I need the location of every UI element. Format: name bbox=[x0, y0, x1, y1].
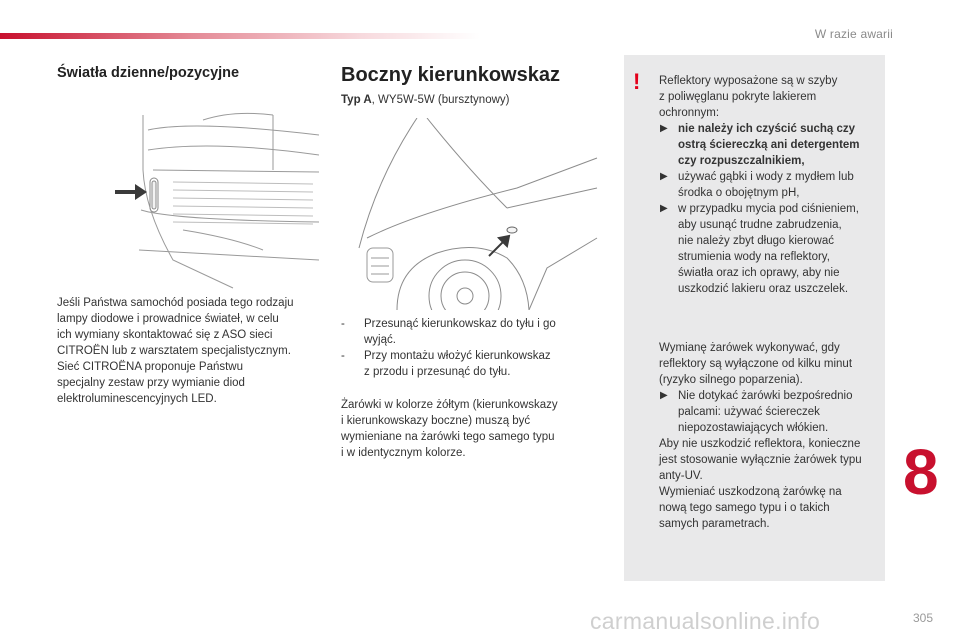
sidebar-line: samych parametrach. bbox=[659, 518, 770, 530]
sidebar-line: nie należy ich czyścić suchą czy bbox=[678, 123, 856, 135]
header-accent-bar bbox=[0, 33, 480, 39]
sidebar-line: aby usunąć trudne zabrudzenia, bbox=[678, 219, 842, 231]
sidebar-line: nie należy zbyt długo kierować bbox=[678, 235, 834, 247]
sidebar-line: ochronnym: bbox=[659, 107, 720, 119]
daytime-light-illustration bbox=[113, 110, 319, 290]
sidebar-line: reflektory są wyłączone od kilku minut bbox=[659, 358, 853, 370]
sidebar-bullet bbox=[659, 121, 881, 169]
step-dash: - bbox=[341, 350, 345, 362]
step-line: Przy montażu włożyć kierunkowskaz bbox=[364, 350, 551, 362]
sidebar-line: anty-UV. bbox=[659, 470, 703, 482]
step-item bbox=[341, 316, 591, 348]
section-header: W razie awarii bbox=[814, 27, 893, 41]
watermark: carmanualsonline.info bbox=[590, 608, 821, 634]
sidebar-line: (ryzyko silnego poparzenia). bbox=[659, 374, 803, 386]
sidebar-line: Wymianę żarówek wykonywać, gdy bbox=[659, 342, 840, 354]
paragraph-line: lampy diodowe i prowadnice świateł, w celu bbox=[57, 313, 279, 325]
sidebar-bullet bbox=[659, 169, 881, 201]
note-line: i w identycznym kolorze. bbox=[341, 447, 466, 459]
bulb-colour-note bbox=[341, 397, 601, 461]
chapter-number: 8 bbox=[903, 436, 939, 508]
note-line: wymieniane na żarówki tego samego typu bbox=[341, 431, 555, 443]
sidebar-line: uszkodzić lakieru oraz uszczelek. bbox=[678, 283, 849, 295]
bulb-type-value: , WY5W-5W (bursztynowy) bbox=[371, 94, 510, 106]
paragraph-line: ich wymiany skontaktować się z ASO sieci bbox=[57, 329, 273, 341]
paragraph-line: specjalny zestaw przy wymianie diod bbox=[57, 377, 245, 389]
sidebar-line: Reflektory wyposażone są w szyby bbox=[659, 75, 838, 87]
sidebar-line: z poliwęglanu pokryte lakierem bbox=[659, 91, 817, 103]
sidebar-line: używać gąbki i wody z mydłem lub bbox=[678, 171, 854, 183]
side-indicator-title: Boczny kierunkowskaz bbox=[341, 64, 560, 86]
sidebar-line: niepozostawiających włókien. bbox=[678, 422, 829, 434]
bullet-arrow-icon: ▶ bbox=[660, 203, 668, 214]
bulb-type-label: Typ A bbox=[341, 94, 372, 106]
sidebar-line: środka o obojętnym pH, bbox=[678, 187, 800, 199]
sidebar-line: nową tego samego typu i o takich bbox=[659, 502, 830, 514]
sidebar-line: światła oraz ich oprawy, aby nie bbox=[678, 267, 840, 279]
page-number: 305 bbox=[913, 611, 934, 625]
bullet-arrow-icon: ▶ bbox=[660, 123, 668, 134]
step-line: Przesunąć kierunkowskaz do tyłu i go bbox=[364, 318, 556, 330]
step-line: wyjąć. bbox=[364, 334, 396, 346]
sidebar-bullet bbox=[659, 201, 881, 297]
sidebar-line: Aby nie uszkodzić reflektora, konieczne bbox=[659, 438, 861, 450]
paragraph-line: Sieć CITROËNA proponuje Państwu bbox=[57, 361, 244, 373]
note-line: i kierunkowskazy boczne) muszą być bbox=[341, 415, 531, 427]
step-line: z przodu i przesunąć do tyłu. bbox=[364, 366, 511, 378]
side-indicator-illustration bbox=[357, 118, 605, 310]
sidebar-headlamp-care bbox=[659, 73, 881, 297]
sidebar-line: w przypadku mycia pod ciśnieniem, bbox=[678, 203, 859, 215]
sidebar-line: ostrą ściereczką ani detergentem bbox=[678, 139, 860, 151]
note-line: Żarówki w kolorze żółtym (kierunkowskazy bbox=[341, 399, 558, 411]
daytime-lights-title: Światła dzienne/pozycyjne bbox=[57, 65, 240, 81]
sidebar-line: jest stosowanie wyłącznie żarówek typu bbox=[659, 454, 862, 466]
bulb-type-line bbox=[341, 94, 509, 106]
warning-icon: ! bbox=[633, 69, 641, 94]
paragraph-line: elektroluminescencyjnych LED. bbox=[57, 393, 217, 405]
paragraph-line: CITROËN lub z warsztatem specjalistycznym. bbox=[57, 345, 291, 357]
sidebar-bullet bbox=[659, 388, 881, 436]
bullet-arrow-icon: ▶ bbox=[660, 171, 668, 182]
sidebar-line: strumienia wody na reflektory, bbox=[678, 251, 830, 263]
sidebar-line: Wymieniać uszkodzoną żarówkę na bbox=[659, 486, 842, 498]
step-dash: - bbox=[341, 318, 345, 330]
sidebar-line: czy rozpuszczalnikiem, bbox=[678, 155, 805, 167]
replacement-steps bbox=[341, 316, 591, 380]
sidebar-line: Nie dotykać żarówki bezpośrednio bbox=[678, 390, 853, 402]
step-item bbox=[341, 348, 591, 380]
sidebar-bulb-replacement bbox=[659, 340, 881, 532]
paragraph-line: Jeśli Państwa samochód posiada tego rodzaju bbox=[57, 297, 294, 309]
daytime-lights-paragraph bbox=[57, 295, 327, 407]
bullet-arrow-icon: ▶ bbox=[660, 390, 668, 401]
sidebar-line: palcami: używać ściereczek bbox=[678, 406, 820, 418]
